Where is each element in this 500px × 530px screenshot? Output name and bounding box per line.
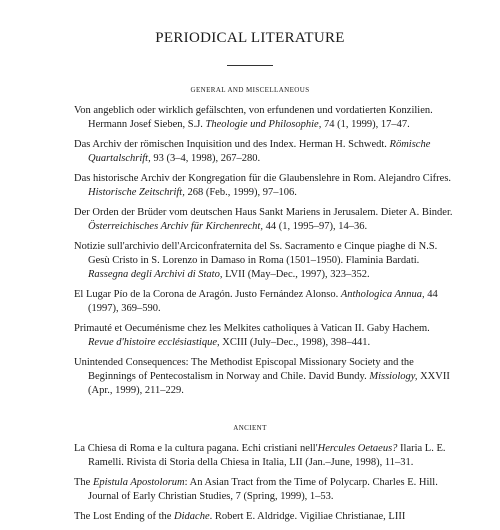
page-title: PERIODICAL LITERATURE: [155, 30, 345, 46]
citation-entry: [74, 172, 454, 200]
citation-text: 44 (1, 1995–97), 14–36.: [262, 221, 368, 232]
citation-text: 93 (3–4, 1998), 267–280.: [150, 153, 261, 164]
citation-text: Von angeblich oder wirklich gefälschten, von erfundenen und vordatierten Konzilien. Hermann Josef Sieben, S.J.: [74, 105, 433, 130]
title-divider: [227, 65, 273, 66]
citation-text: Primauté et Oecuménisme chez les Melkites catholiques à Vatican II. Gaby Hachem.: [74, 323, 430, 334]
section-ancient-entries: [74, 442, 454, 530]
citation-text: LVII (May–Dec., 1997), 323–352.: [222, 269, 370, 280]
section-heading-general: GENERAL AND MISCELLANEOUS: [190, 86, 310, 94]
citation-journal: Didache: [174, 511, 210, 522]
citation-entry: [74, 206, 454, 234]
citation-text: Unintended Consequences: The Methodist Episcopal Missionary Society and the Beginnings of Pentecostalism in Norway and Chile. David Bundy.: [74, 357, 414, 382]
citation-text: El Lugar Pío de la Corona de Aragón. Justo Fernández Alonso.: [74, 289, 341, 300]
citation-journal: Rassegna degli Archivi di Stato,: [88, 269, 223, 280]
citation-entry: [74, 510, 454, 524]
citation-text: XXVII (Apr., 1999), 211–229.: [88, 371, 450, 396]
citation-entry: [74, 322, 454, 350]
citation-text: Ilaria L. E. Ramelli. Rivista di Storia della Chiesa in Italia, LII (Jan.–June, 1998), 11–31.: [88, 443, 446, 468]
citation-entry: [74, 442, 454, 470]
citation-journal: Römische Quartalschrift,: [88, 139, 431, 164]
citation-text: XCIII (July–Dec., 1998), 398–441.: [219, 337, 371, 348]
citation-text: 268 (Feb., 1999), 97–106.: [184, 187, 297, 198]
citation-text: Der Orden der Brüder vom deutschen Haus Sankt Mariens in Jerusalem. Dieter A. Binder.: [74, 207, 453, 218]
citation-text: The Lost Ending of the: [74, 511, 175, 522]
citation-entry: [74, 104, 454, 132]
citation-text: : An Asian Tract from the Time of Polycarp. Charles E. Hill. Journal of Early Christian Studies, 7 (Spring, 1999), 1–53.: [88, 477, 438, 502]
citation-journal: Anthologica Annua,: [340, 289, 425, 300]
citation-text: The: [74, 477, 93, 488]
citation-text: . Robert E. Aldridge. Vigiliae Christianae, LIII: [209, 511, 406, 522]
citation-entry: [74, 288, 454, 316]
section-heading-ancient: ANCIENT: [233, 424, 267, 432]
citation-text: Das Archiv der römischen Inquisition und des Index. Herman H. Schwedt.: [74, 139, 390, 150]
citation-journal: Theologie und Philosophie,: [205, 119, 322, 130]
section-general-entries: [74, 104, 454, 404]
citation-entry: [74, 138, 454, 166]
citation-text: Das historische Archiv der Kongregation für die Glaubenslehre in Rom. Alejandro Cifres.: [74, 173, 452, 184]
citation-entry: [74, 240, 454, 282]
citation-journal: Österreichisches Archiv für Kirchenrecht,: [88, 221, 263, 232]
citation-journal: Hercules Oetaeus?: [317, 443, 398, 454]
citation-text: 44 (1997), 369–590.: [88, 289, 438, 314]
citation-journal: Historische Zeitschrift,: [88, 187, 185, 198]
citation-journal: Missiology,: [369, 371, 418, 382]
citation-journal: Epistula Apostolorum: [92, 477, 185, 488]
citation-text: Notizie sull'archivio dell'Arciconfraternita del Ss. Sacramento e Cinque piaghe di N.S. Gesù Cristo in S. Lorenzo in Damaso in Roma (1501–1950). Flaminia Bardati.: [74, 241, 438, 266]
citation-entry: [74, 476, 454, 504]
citation-text: 74 (1, 1999), 17–47.: [321, 119, 410, 130]
citation-entry: [74, 356, 454, 398]
citation-journal: Revue d'histoire ecclésiastique,: [88, 337, 220, 348]
citation-text: La Chiesa di Roma e la cultura pagana. Echi cristiani nell': [74, 443, 318, 454]
